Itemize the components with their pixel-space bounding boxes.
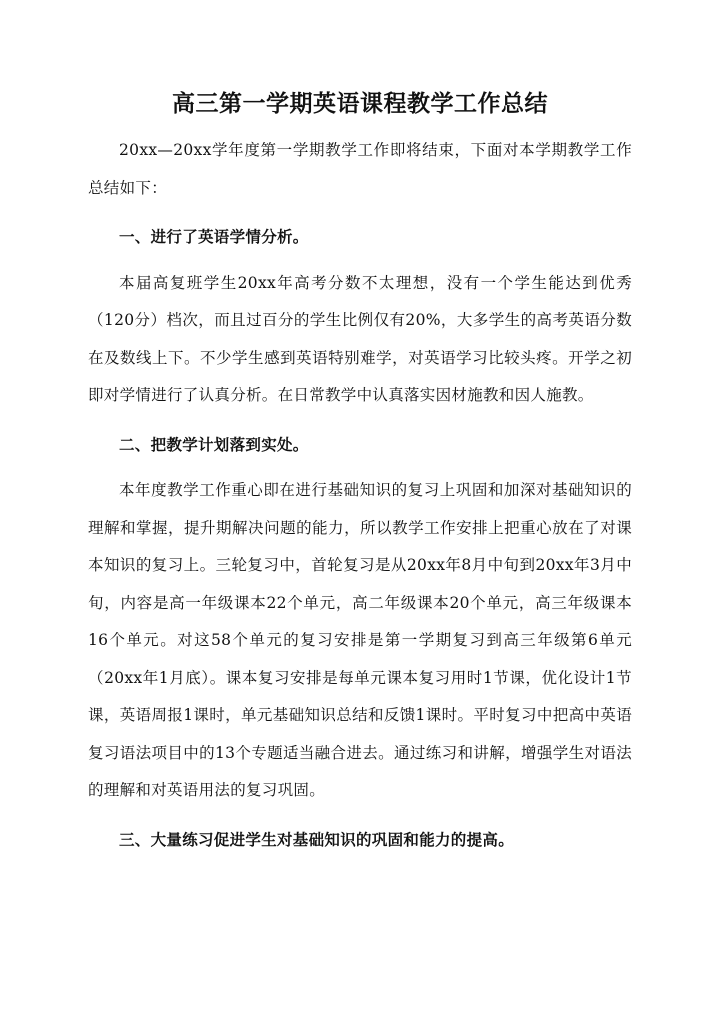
intro-paragraph: 20xx—20xx学年度第一学期教学工作即将结束，下面对本学期教学工作总结如下： [88,141,632,197]
section-3-heading: 三、大量练习促进学生对基础知识的巩固和能力的提高。 [119,829,515,849]
section-2-heading: 二、把教学计划落到实处。 [119,434,309,454]
document-title: 高三第一学期英语课程教学工作总结 [172,90,548,117]
section-1-heading: 一、进行了英语学情分析。 [119,227,309,246]
section-1-paragraph: 本届高复班学生20xx年高考分数不太理想，没有一个学生能达到优秀（120分）档次，而且过百分的学生比例仅有20%，大多学生的高考英语分数在及数线上下。不少学生感到英语特别难学，对英语学习比较头疼。开学之初即对学情进行了认真分析。在日常教学中认真落实因材施教和因人施教。 [88,273,632,404]
section-2-paragraph: 本年度教学工作重心即在进行基础知识的复习上巩固和加深对基础知识的理解和掌握，提升期解决问题的能力，所以教学工作安排上把重心放在了对课本知识的复习上。三轮复习中，首轮复习是从20xx年8月中旬到20xx年3月中旬，内容是高一年级课本22个单元，高二年级课本20个单元，高三年级课本16个单元。对这58个单元的复习安排是第一学期复习到高三年级第6单元（20xx年1月底）。课本复习安排是每单元课本复习用时1节课，优化设计1节课，英语周报1课时，单元基础知识总结和反馈1课时。平时复习中把高中英语复习语法项目中的13个专题适当融合进去。通过练习和讲解，增强学生对语法的理解和对英语用法的复习巩固。 [88,481,632,799]
